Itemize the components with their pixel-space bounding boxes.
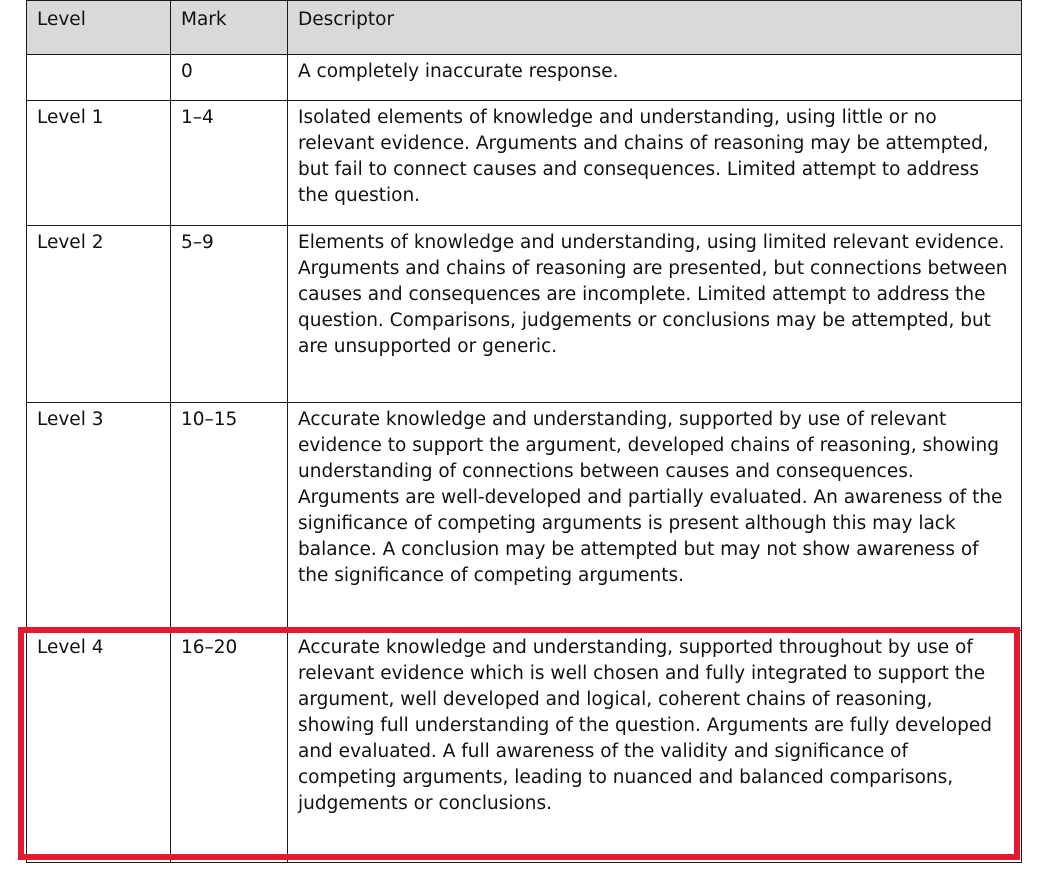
table-row-level-2 [27,226,1022,403]
table-header-row [27,1,1022,55]
cell-descriptor: Accurate knowledge and understanding, supported by use of relevant evidence to support the argument, developed chains of reasoning, showing understanding of connections between causes and consequences. Arguments are well-developed and partially evaluated. An awareness of the significance of competing arguments is present although this may lack balance. A conclusion may be attempted but may not show awareness of the significance of competing arguments. [288,403,1022,631]
header-mark: Mark [171,1,288,55]
cell-level [27,55,171,101]
header-level: Level [27,1,171,55]
cell-descriptor: A completely inaccurate response. [288,55,1022,101]
cell-mark: 10–15 [171,403,288,631]
cell-descriptor: Elements of knowledge and understanding, using limited relevant evidence. Arguments and chains of reasoning are presented, but connections between causes and consequences are incomplete. Limited attempt to address the question. Comparisons, judgements or conclusions may be attempted, but are unsupported or generic. [288,226,1022,403]
cell-mark: 1–4 [171,101,288,226]
cell-mark: 5–9 [171,226,288,403]
cell-level: Level 4 [27,631,171,863]
cell-level: Level 1 [27,101,171,226]
mark-scheme-container [26,0,1022,862]
cell-level: Level 2 [27,226,171,403]
cell-mark: 16–20 [171,631,288,863]
cell-descriptor: Isolated elements of knowledge and understanding, using little or no relevant evidence. Arguments and chains of reasoning may be attempted, but fail to connect causes and consequences. Limited attempt to address the question. [288,101,1022,226]
table-row-level-3 [27,403,1022,631]
cell-descriptor: Accurate knowledge and understanding, supported throughout by use of relevant evidence which is well chosen and fully integrated to support the argument, well developed and logical, coherent chains of reasoning, showing full understanding of the question. Arguments are fully developed and evaluated. A full awareness of the validity and significance of competing arguments, leading to nuanced and balanced comparisons, judgements or conclusions. [288,631,1022,863]
cell-level: Level 3 [27,403,171,631]
header-descriptor: Descriptor [288,1,1022,55]
mark-scheme-table [26,0,1022,863]
cell-mark: 0 [171,55,288,101]
table-row-level-1 [27,101,1022,226]
table-row-level-4 [27,631,1022,863]
table-row-mark-0 [27,55,1022,101]
